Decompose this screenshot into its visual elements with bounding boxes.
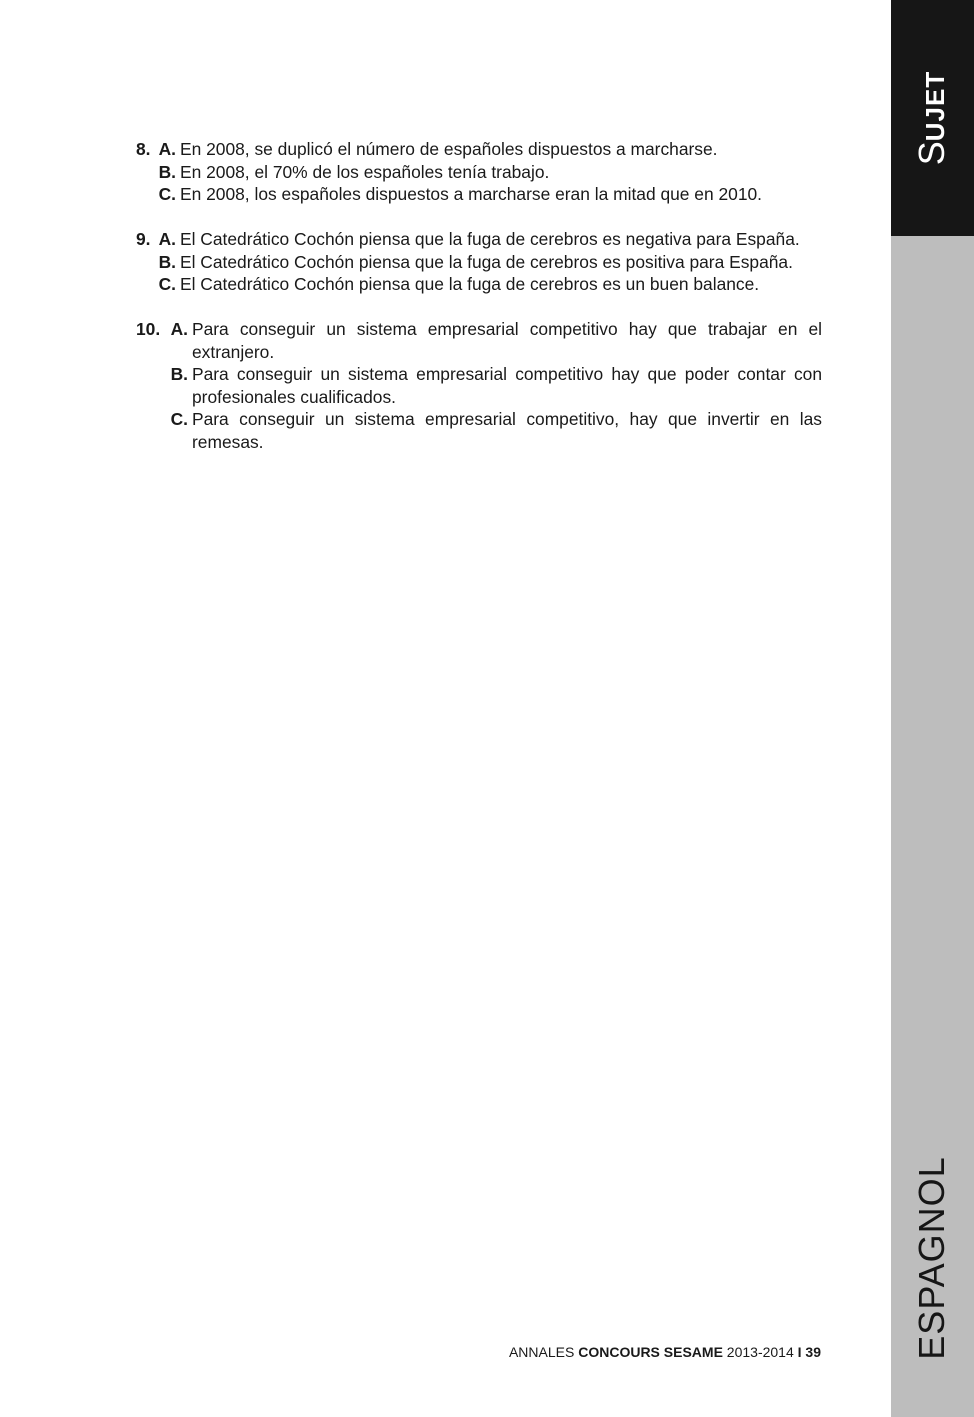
section-label: SUJET: [911, 70, 952, 166]
question-list: [136, 138, 822, 476]
option-10b: [136, 363, 822, 408]
option-letter: B.: [170, 364, 188, 384]
option-letter: C.: [158, 184, 176, 204]
option-letter: B.: [158, 251, 176, 272]
question-number: 10.: [136, 319, 161, 339]
option-9c: [136, 273, 822, 296]
option-8b: [136, 161, 822, 184]
option-9a: [136, 228, 822, 251]
option-text: Para conseguir un sistema empresarial competitivo, hay que invertir en las remesas.: [192, 409, 822, 452]
option-text: Para conseguir un sistema empresarial competitivo hay que trabajar en el extranjero.: [192, 319, 822, 362]
option-8c: [136, 183, 822, 206]
question-10: [136, 318, 822, 453]
option-text: Para conseguir un sistema empresarial competitivo hay que poder contar con profesionales cualificados.: [192, 364, 822, 407]
subject-label: ESPAGNOL: [911, 1156, 952, 1360]
option-text: El Catedrático Cochón piensa que la fuga de cerebros es un buen balance.: [180, 274, 760, 294]
option-10a: [136, 318, 822, 363]
option-text: El Catedrático Cochón piensa que la fuga de cerebros es positiva para España.: [180, 251, 793, 272]
option-letter: A.: [158, 139, 176, 159]
option-letter: C.: [170, 409, 188, 429]
footer-title: CONCOURS SESAME: [578, 1344, 723, 1360]
option-text: En 2008, se duplicó el número de españoles dispuestos a marcharse.: [180, 139, 718, 159]
option-8a: [136, 138, 822, 161]
footer-separator: I: [797, 1344, 802, 1360]
option-letter: A.: [170, 319, 188, 339]
footer-years: 2013-2014: [722, 1344, 798, 1360]
option-letter: C.: [158, 274, 176, 294]
option-letter: B.: [158, 161, 176, 182]
question-number: 8.: [136, 139, 151, 159]
page-footer: [509, 1344, 821, 1360]
option-text: En 2008, los españoles dispuestos a marcharse eran la mitad que en 2010.: [180, 184, 762, 204]
question-9: [136, 228, 822, 296]
question-8: [136, 138, 822, 206]
footer-prefix: ANNALES: [508, 1344, 579, 1360]
option-text: En 2008, el 70% de los españoles tenía trabajo.: [180, 161, 550, 182]
option-text: El Catedrático Cochón piensa que la fuga de cerebros es negativa para España.: [180, 229, 800, 249]
option-letter: A.: [158, 229, 176, 249]
page-number: 39: [805, 1344, 821, 1360]
question-number: 9.: [136, 229, 151, 249]
option-10c: [136, 408, 822, 453]
option-9b: [136, 251, 822, 274]
